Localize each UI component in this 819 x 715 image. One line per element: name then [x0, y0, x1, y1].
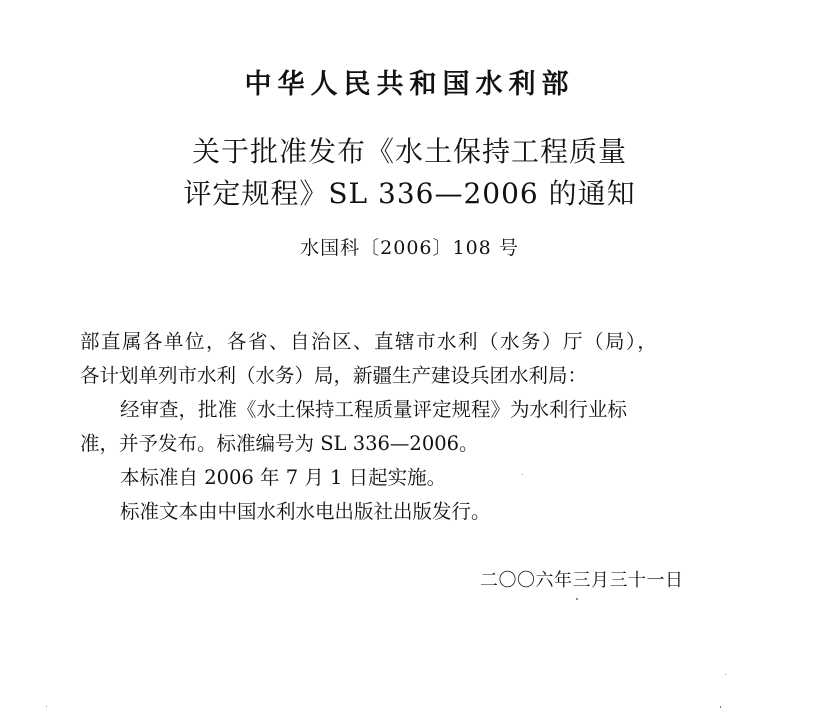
paragraph-approval-line-1: 经审查，批准《水土保持工程质量评定规程》为水利行业标 — [120, 398, 628, 421]
notice-body — [80, 393, 750, 529]
paragraph-approval-line-2: 准，并予发布。标准编号为 SL 336—2006。 — [80, 432, 479, 455]
scan-speck — [46, 706, 47, 707]
issuing-authority: 中华人民共和国水利部 — [244, 69, 575, 100]
addressee-line-2: 各计划单列市水利（水务）局，新疆生产建设兵团水利局： — [80, 364, 588, 387]
document-number: 水国科〔2006〕108 号 — [300, 237, 519, 259]
paragraph-effective-date: 本标准自 2006 年 7 月 1 日起实施。 — [120, 466, 447, 489]
scan-speck — [725, 674, 726, 675]
notice-title-line-1: 关于批准发布《水土保持工程质量 — [191, 135, 627, 168]
notice-title-line-2: 评定规程》SL 336—2006 的通知 — [183, 177, 636, 210]
scan-speck — [720, 706, 721, 708]
scan-speck — [522, 474, 523, 475]
scan-speck — [576, 598, 578, 600]
paragraph-publisher: 标准文本由中国水利水电出版社出版发行。 — [120, 500, 491, 523]
issue-date: 二〇〇六年三月三十一日 — [480, 570, 684, 591]
addressee-block — [80, 325, 750, 393]
addressee-line-1: 部直属各单位，各省、自治区、直辖市水利（水务）厅（局）， — [80, 330, 659, 353]
